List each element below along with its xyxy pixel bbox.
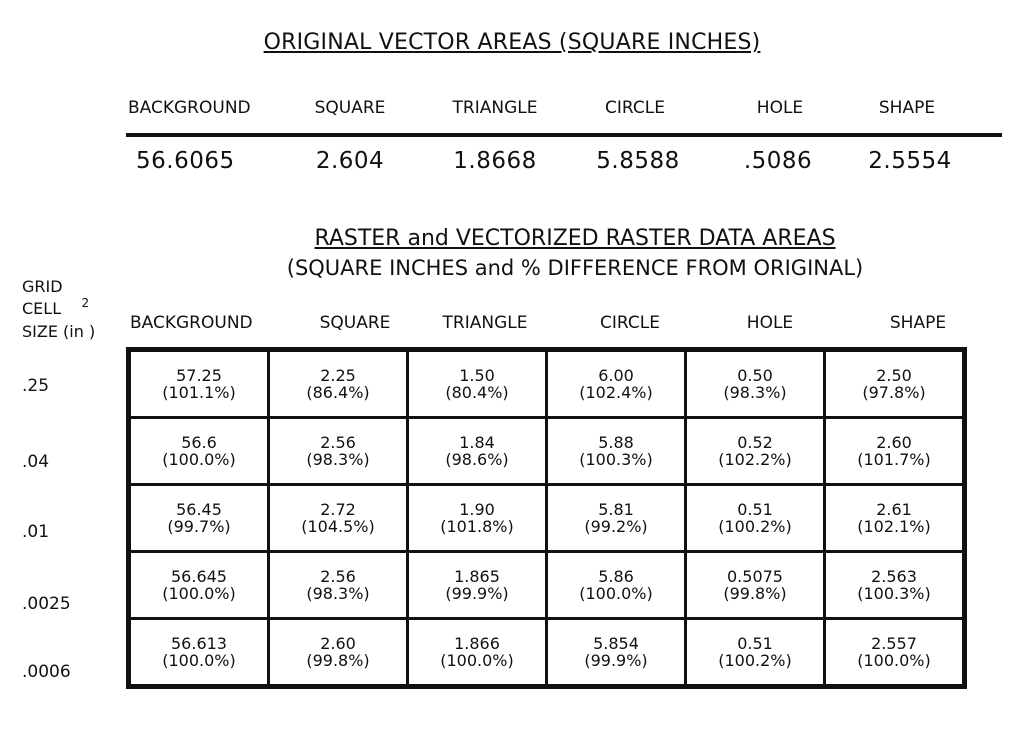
cell-value: 56.613 [171,634,227,653]
cell-percent: (100.2%) [718,517,792,536]
cell-value: 5.81 [598,500,634,519]
table-cell [825,552,965,619]
table-cell [269,552,408,619]
cell-percent: (101.7%) [857,450,931,469]
table-cell [825,485,965,552]
cell-value: 0.5075 [727,567,783,586]
vector-header-shape: SHAPE [878,98,936,118]
cell-value: 56.6 [181,433,217,452]
cell-value: 1.84 [459,433,495,452]
cell-value: 2.25 [320,366,356,385]
table-cell [686,485,825,552]
cell-value: 2.56 [320,433,356,452]
cell-percent: (99.7%) [167,517,231,536]
cell-percent: (97.8%) [862,383,926,402]
vector-header-square: SQUARE [314,98,386,118]
grid-cell-size-label [22,276,95,343]
cell-percent: (101.8%) [440,517,514,536]
cell-value: 2.60 [876,433,912,452]
cell-percent: (100.0%) [579,584,653,603]
table-cell [825,350,965,418]
row-label-grid-size: .0006 [22,662,71,682]
vector-value-background: 56.6065 [136,148,235,174]
cell-value: 6.00 [598,366,634,385]
cell-value: 2.56 [320,567,356,586]
cell-percent: (100.3%) [857,584,931,603]
cell-percent: (100.0%) [857,651,931,670]
cell-percent: (102.4%) [579,383,653,402]
table-row [129,418,965,485]
vector-header-rule [126,133,1002,137]
row-label-grid-size: .01 [22,522,50,542]
cell-percent: (80.4%) [445,383,509,402]
raster-header-hole: HOLE [746,313,794,333]
raster-results-table [126,347,967,689]
raster-header-shape: SHAPE [889,313,947,333]
cell-value: 0.51 [737,500,773,519]
raster-header-background: BACKGROUND [130,313,253,333]
cell-percent: (99.9%) [445,584,509,603]
table-row [129,552,965,619]
cell-percent: (101.1%) [162,383,236,402]
cell-value: 1.865 [454,567,500,586]
grid-label-line2-row [22,298,95,321]
raster-areas-subtitle: (SQUARE INCHES and % DIFFERENCE FROM ORIGINAL) [286,256,864,280]
table-cell [129,485,269,552]
table-cell [129,619,269,687]
table-cell [547,485,686,552]
cell-percent: (100.0%) [162,450,236,469]
row-label-grid-size: .04 [22,452,50,472]
cell-value: 0.51 [737,634,773,653]
cell-percent: (99.8%) [723,584,787,603]
cell-value: 0.52 [737,433,773,452]
cell-percent: (98.3%) [306,584,370,603]
cell-value: 56.45 [176,500,222,519]
table-cell [269,619,408,687]
row-label-grid-size: .25 [22,376,50,396]
table-row [129,485,965,552]
cell-value: 2.72 [320,500,356,519]
raster-header-triangle: TRIANGLE [442,313,528,333]
cell-value: 2.50 [876,366,912,385]
cell-percent: (86.4%) [306,383,370,402]
table-cell [686,552,825,619]
cell-percent: (102.1%) [857,517,931,536]
raster-header-circle: CIRCLE [600,313,660,333]
grid-label-superscript: 2 [81,296,90,310]
cell-value: 2.563 [871,567,917,586]
table-cell [547,350,686,418]
table-cell [547,552,686,619]
cell-value: 1.50 [459,366,495,385]
table-cell [825,418,965,485]
table-row [129,619,965,687]
cell-percent: (100.0%) [440,651,514,670]
table-cell [686,619,825,687]
table-cell [269,418,408,485]
cell-percent: (104.5%) [301,517,375,536]
table-cell [408,418,547,485]
table-cell [129,418,269,485]
cell-percent: (99.9%) [584,651,648,670]
vector-header-triangle: TRIANGLE [452,98,538,118]
cell-percent: (100.2%) [718,651,792,670]
table-cell [408,485,547,552]
raster-header-square: SQUARE [319,313,391,333]
cell-value: 5.854 [593,634,639,653]
cell-value: 5.86 [598,567,634,586]
cell-percent: (98.6%) [445,450,509,469]
grid-label-line1: GRID [22,277,63,296]
cell-percent: (102.2%) [718,450,792,469]
cell-value: 5.88 [598,433,634,452]
cell-percent: (98.3%) [306,450,370,469]
vector-value-shape: 2.5554 [868,148,952,174]
grid-label-line3: SIZE (in ) [22,322,96,341]
table-cell [408,552,547,619]
cell-value: 56.645 [171,567,227,586]
vector-value-square: 2.604 [315,148,385,174]
cell-value: 0.50 [737,366,773,385]
table-cell [686,350,825,418]
cell-value: 2.60 [320,634,356,653]
vector-header-background: BACKGROUND [128,98,251,118]
row-label-grid-size: .0025 [22,594,71,614]
cell-percent: (100.3%) [579,450,653,469]
vector-areas-title: ORIGINAL VECTOR AREAS (SQUARE INCHES) [263,30,761,55]
cell-value: 2.557 [871,634,917,653]
raster-areas-title: RASTER and VECTORIZED RASTER DATA AREAS [314,226,836,251]
vector-header-hole: HOLE [756,98,804,118]
cell-percent: (99.8%) [306,651,370,670]
vector-header-circle: CIRCLE [605,98,665,118]
grid-label-line2: CELL [22,299,62,318]
cell-value: 1.90 [459,500,495,519]
table-cell [547,418,686,485]
table-cell [269,350,408,418]
vector-value-triangle: 1.8668 [453,148,537,174]
cell-percent: (100.0%) [162,584,236,603]
table-cell [129,350,269,418]
vector-value-hole: .5086 [743,148,813,174]
table-cell [269,485,408,552]
cell-value: 1.866 [454,634,500,653]
cell-value: 2.61 [876,500,912,519]
table-cell [129,552,269,619]
cell-percent: (100.0%) [162,651,236,670]
vector-value-circle: 5.8588 [596,148,680,174]
cell-percent: (98.3%) [723,383,787,402]
table-cell [686,418,825,485]
cell-value: 57.25 [176,366,222,385]
table-cell [408,350,547,418]
table-row [129,350,965,418]
table-cell [825,619,965,687]
table-cell [547,619,686,687]
cell-percent: (99.2%) [584,517,648,536]
table-cell [408,619,547,687]
